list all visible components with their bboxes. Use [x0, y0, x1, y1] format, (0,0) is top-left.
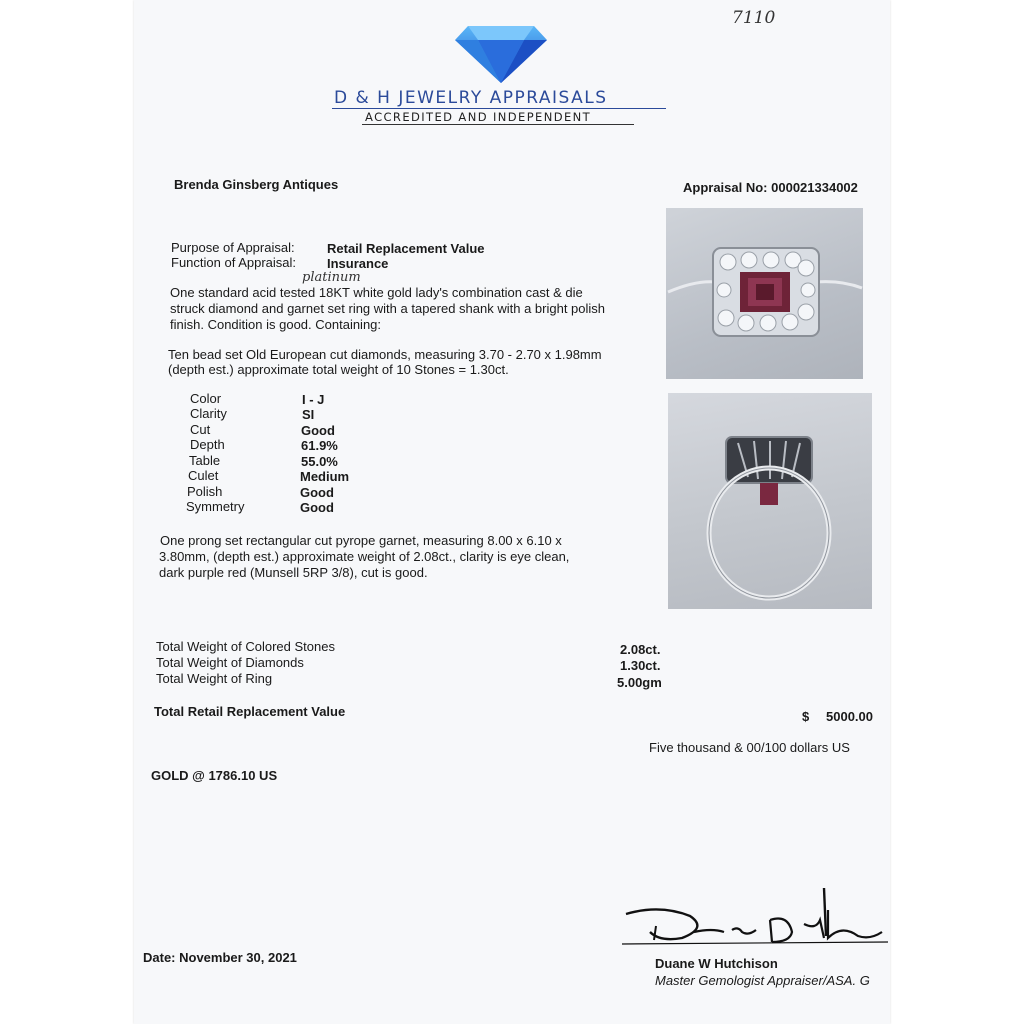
spec-label: Color: [190, 391, 222, 406]
document-date: Date: November 30, 2021: [143, 950, 297, 965]
spec-label: Cut: [190, 422, 211, 437]
appraisal-number: Appraisal No: 000021334002: [683, 180, 858, 195]
spec-label: Culet: [188, 468, 219, 483]
diamonds-line: Ten bead set Old European cut diamonds, measuring 3.70 - 2.70 x 1.98mm: [168, 347, 602, 362]
spec-value: SI: [302, 407, 315, 422]
spec-value: Medium: [300, 469, 350, 484]
ring-photo-side-view: [668, 393, 872, 609]
total-ring-value: 5.00gm: [617, 675, 662, 690]
amount-in-words: Five thousand & 00/100 dollars US: [649, 740, 850, 755]
spec-value: 61.9%: [301, 438, 338, 453]
total-colored-stones-value: 2.08ct.: [620, 642, 661, 657]
signer-name: Duane W Hutchison: [655, 956, 778, 971]
function-value: Insurance: [327, 256, 389, 271]
description-line: One standard acid tested 18KT white gold lady's combination cast & die: [170, 285, 583, 300]
purpose-value: Retail Replacement Value: [327, 241, 485, 256]
total-diamonds-label: Total Weight of Diamonds: [156, 655, 304, 670]
garnet-line: One prong set rectangular cut pyrope garnet, measuring 8.00 x 6.10 x: [160, 533, 562, 548]
company-tagline: ACCREDITED AND INDEPENDENT: [365, 110, 592, 124]
spec-label: Symmetry: [186, 499, 245, 514]
garnet-line: 3.80mm, (depth est.) approximate weight of 2.08ct., clarity is eye clean,: [159, 549, 570, 564]
company-name: D & H JEWELRY APPRAISALS: [334, 88, 608, 108]
diamond-logo-icon: [454, 24, 548, 84]
spec-label: Depth: [190, 437, 225, 452]
total-diamonds-value: 1.30ct.: [620, 658, 661, 673]
spec-label: Clarity: [190, 406, 227, 421]
spec-value: 55.0%: [301, 454, 338, 469]
diamonds-line: (depth est.) approximate total weight of 10 Stones = 1.30ct.: [168, 362, 509, 377]
signer-title: Master Gemologist Appraiser/ASA. G: [655, 973, 870, 988]
currency-symbol: $: [802, 709, 810, 724]
description-line: finish. Condition is good. Containing:: [170, 317, 382, 332]
signature-image: [620, 880, 890, 950]
spec-label: Table: [189, 453, 221, 468]
appraisal-document: [134, 0, 890, 1024]
client-name: Brenda Ginsberg Antiques: [174, 177, 339, 192]
spec-value: Good: [300, 485, 334, 500]
total-colored-stones-label: Total Weight of Colored Stones: [156, 639, 335, 654]
handwritten-note: platinum: [302, 270, 361, 285]
description-line: struck diamond and garnet set ring with a tapered shank with a bright polish: [170, 301, 606, 316]
total-value-amount: 5000.00: [826, 709, 873, 724]
gold-price: GOLD @ 1786.10 US: [151, 768, 278, 783]
spec-value: Good: [300, 500, 334, 515]
garnet-line: dark purple red (Munsell 5RP 3/8), cut is good.: [159, 565, 428, 580]
spec-value: Good: [301, 423, 335, 438]
total-ring-label: Total Weight of Ring: [156, 671, 273, 686]
ring-photo-top-view: [666, 208, 863, 379]
function-label: Function of Appraisal:: [171, 255, 297, 270]
total-value-label: Total Retail Replacement Value: [154, 704, 346, 719]
purpose-label: Purpose of Appraisal:: [171, 240, 295, 255]
spec-value: I - J: [302, 392, 325, 407]
handwritten-number: 7110: [732, 8, 776, 28]
spec-label: Polish: [187, 484, 223, 499]
